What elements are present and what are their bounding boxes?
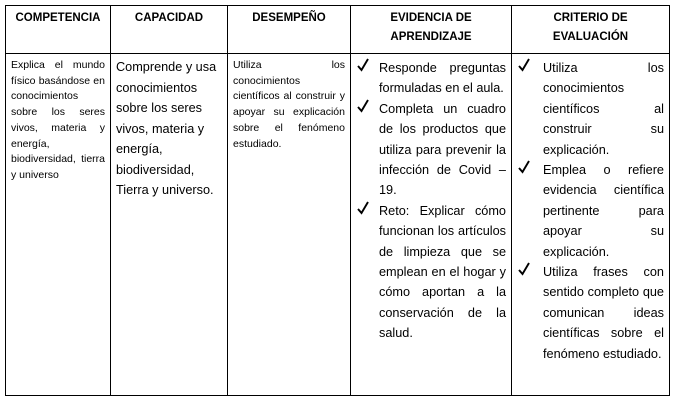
checkmark-icon	[518, 160, 530, 174]
capacidad-cell: Comprende y usa conocimientos sobre los seres vivos, materia y energía, biodiversidad, Tierra y universo.	[111, 54, 228, 396]
criterio-list	[517, 58, 664, 364]
checkmark-icon	[357, 99, 369, 113]
competencia-cell: Explica el mundo físico basándose en conocimientos sobre los seres vivos, materia y energía, biodiversidad, tierra y universo	[6, 54, 111, 396]
evidencia-item	[356, 58, 506, 99]
evidencia-text: Reto: Explicar cómo funcionan los artículos de limpieza que se emplean en el hogar y cómo aportan a la conservación de la salud.	[379, 203, 506, 341]
header-row	[6, 6, 670, 54]
evidencia-item	[356, 201, 506, 344]
evidencia-item	[356, 99, 506, 201]
criterio-text: Utiliza los conocimientos científicos al construir su explicación.	[543, 61, 664, 157]
learning-plan-table	[5, 5, 670, 396]
checkmark-icon	[518, 262, 530, 276]
evidencia-text: Completa un cuadro de los productos que utiliza para prevenir la infección de Covid – 19.	[379, 101, 506, 198]
evidencia-text: Responde preguntas formuladas en el aula.	[379, 61, 506, 96]
evidencia-cell	[351, 54, 512, 396]
criterio-text: Utiliza frases con sentido completo que comunican ideas científicas sobre el fenómeno estudiado.	[543, 265, 664, 361]
header-capacidad: CAPACIDAD	[111, 6, 228, 54]
criterio-item	[517, 58, 664, 160]
checkmark-icon	[357, 201, 369, 215]
desempeno-cell: Utiliza los conocimientos científicos al construir y apoyar su explicación sobre el fenómeno estudiado.	[228, 54, 351, 396]
checkmark-icon	[518, 58, 530, 72]
header-desempeno: DESEMPEÑO	[228, 6, 351, 54]
header-criterio: CRITERIO DE EVALUACIÓN	[512, 6, 670, 54]
header-evidencia: EVIDENCIA DE APRENDIZAJE	[351, 6, 512, 54]
header-competencia: COMPETENCIA	[6, 6, 111, 54]
criterio-cell	[512, 54, 670, 396]
checkmark-icon	[357, 58, 369, 72]
criterio-text: Emplea o refiere evidencia científica pertinente para apoyar su explicación.	[543, 163, 664, 259]
criterio-item	[517, 262, 664, 364]
evidencia-list	[356, 58, 506, 344]
criterio-item	[517, 160, 664, 262]
content-row	[6, 54, 670, 396]
